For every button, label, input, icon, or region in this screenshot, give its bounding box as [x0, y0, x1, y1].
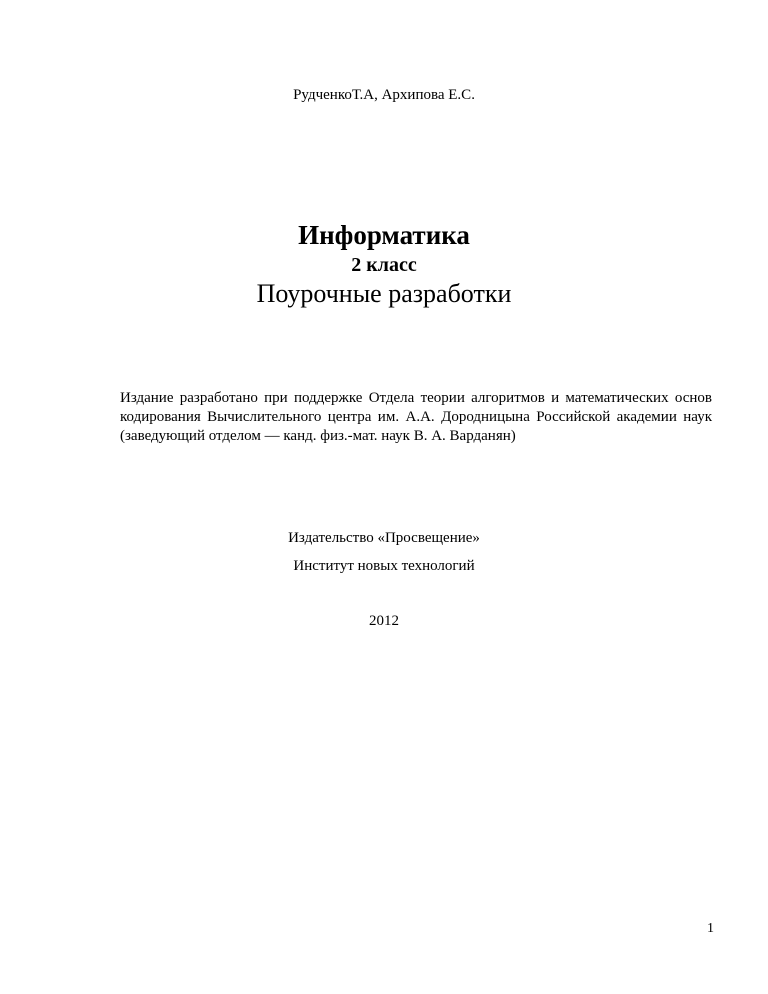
grade-label: 2 класс	[351, 254, 417, 276]
publication-year: 2012	[369, 613, 399, 629]
page-number: 1	[707, 921, 714, 936]
publisher-name: Издательство «Просвещение»	[288, 530, 480, 546]
book-title: Информатика	[298, 220, 470, 250]
institute-name: Институт новых технологий	[293, 558, 475, 574]
book-subtitle: Поурочные разработки	[256, 279, 512, 308]
support-note: Издание разработано при поддержке Отдела теории алгоритмов и математических основ кодирования Вычислительного центра им. А.А. Дородницына Российской академии наук (заведующий отделом — канд. физ.-мат. наук В. А. Варданян)	[120, 390, 712, 444]
authors-line: РудченкоТ.А, Архипова Е.С.	[293, 87, 475, 103]
